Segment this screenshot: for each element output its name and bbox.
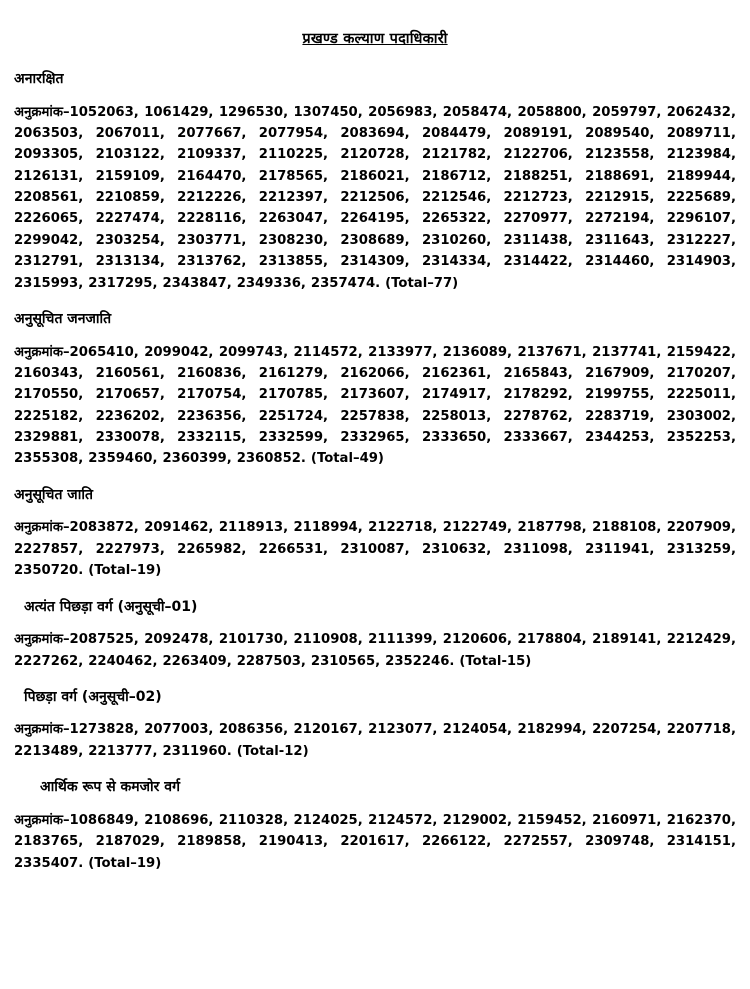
section-roll-numbers: अनुक्रमांक–2083872, 2091462, 2118913, 2118994, 2122718, 2122749, 2187798, 2188108, 2207909, 2227857, 2227973, 2265982, 2266531, 2310087, 2310632, 2311098, 2311941, 2313259, 2350720. (Total–19) xyxy=(14,520,736,579)
section-heading: आर्थिक रूप से कमजोर वर्ग xyxy=(40,779,180,796)
section-heading: पिछड़ा वर्ग (अनुसूची–02) xyxy=(24,688,162,705)
page-title: प्रखण्ड कल्याण पदाधिकारी xyxy=(302,31,448,47)
section-scheduled-tribe xyxy=(14,310,736,470)
section-roll-numbers: अनुक्रमांक–1052063, 1061429, 1296530, 1307450, 2056983, 2058474, 2058800, 2059797, 2062432, 2063503, 2067011, 2077667, 2077954, 2083694, 2084479, 2089191, 2089540, 2089711, 2093305, 2103122, 2109337, 2110225, 2120728, 2121782, 2122706, 2123558, 2123984, 2126131, 2159109, 2164470, 2178565, 2186021, 2186712, 2188251, 2188691, 2189944, 2208561, 2210859, 2212226, 2212397, 2212506, 2212546, 2212723, 2212915, 2225689, 2226065, 2227474, 2228116, 2263047, 2264195, 2265322, 2270977, 2272194, 2296107, 2299042, 2303254, 2303771, 2308230, 2308689, 2310260, 2311438, 2311643, 2312227, 2312791, 2313134, 2313762, 2313855, 2314309, 2314334, 2314422, 2314460, 2314903, 2315993, 2317295, 2343847, 2349336, 2357474. (Total–77) xyxy=(14,104,736,291)
section-roll-numbers: अनुक्रमांक–1086849, 2108696, 2110328, 2124025, 2124572, 2129002, 2159452, 2160971, 2162370, 2183765, 2187029, 2189858, 2190413, 2201617, 2266122, 2272557, 2309748, 2314151, 2335407. (Total–19) xyxy=(14,812,736,871)
section-roll-numbers: अनुक्रमांक–2065410, 2099042, 2099743, 2114572, 2133977, 2136089, 2137671, 2137741, 2159422, 2160343, 2160561, 2160836, 2161279, 2162066, 2162361, 2165843, 2167909, 2170207, 2170550, 2170657, 2170754, 2170785, 2173607, 2174917, 2178292, 2199755, 2225011, 2225182, 2236202, 2236356, 2251724, 2257838, 2258013, 2278762, 2283719, 2303002, 2329881, 2330078, 2332115, 2332599, 2332965, 2333650, 2333667, 2344253, 2352253, 2355308, 2359460, 2360399, 2360852. (Total–49) xyxy=(14,344,736,467)
section-heading: अत्यंत पिछड़ा वर्ग (अनुसूची–01) xyxy=(24,598,198,615)
section-heading: अनारक्षित xyxy=(14,71,64,87)
section-heading: अनुसूचित जाति xyxy=(14,486,93,503)
section-extremely-backward-class xyxy=(14,598,736,672)
section-economically-weaker-section xyxy=(14,778,736,874)
section-scheduled-caste xyxy=(14,486,736,582)
section-unreserved xyxy=(14,70,736,294)
section-backward-class xyxy=(14,688,736,762)
section-roll-numbers: अनुक्रमांक–2087525, 2092478, 2101730, 2110908, 2111399, 2120606, 2178804, 2189141, 2212429, 2227262, 2240462, 2263409, 2287503, 2310565, 2352246. (Total-15) xyxy=(14,632,736,669)
section-heading: अनुसूचित जनजाति xyxy=(14,310,112,327)
section-roll-numbers: अनुक्रमांक–1273828, 2077003, 2086356, 2120167, 2123077, 2124054, 2182994, 2207254, 2207718, 2213489, 2213777, 2311960. (Total-12) xyxy=(14,722,736,759)
